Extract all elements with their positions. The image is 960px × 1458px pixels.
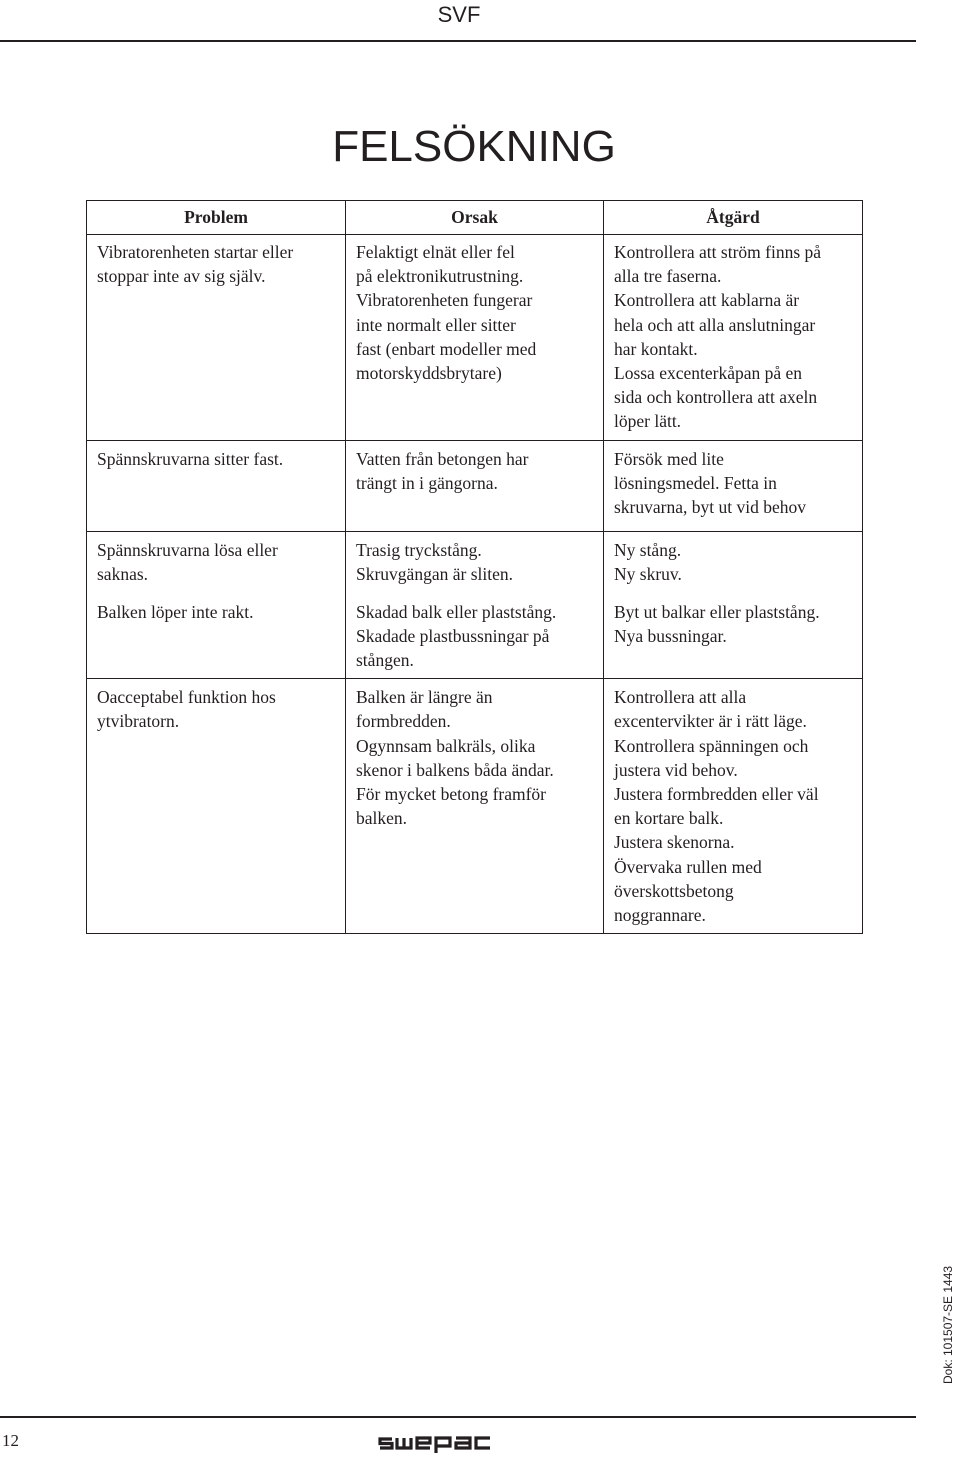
cause-text: Felaktigt elnät eller fel på elektronikutrustning. Vibratorenheten fungerar inte normalt eller sitter fast (enbart modeller med motorskyddsbrytare) (356, 242, 537, 384)
problem-cell (87, 235, 346, 441)
page-number: 12 (2, 1431, 19, 1450)
column-header-cause: Orsak (346, 201, 604, 235)
action-text: Försök med lite lösningsmedel. Fetta in skruvarna, byt ut vid behov (614, 448, 806, 518)
action-cell (604, 594, 863, 679)
problem-cell (87, 531, 346, 594)
table-row (87, 531, 863, 594)
action-cell (604, 679, 863, 934)
table-row (87, 440, 863, 531)
column-header-problem: Problem (87, 201, 346, 235)
cause-cell (346, 440, 604, 531)
document-id: Dok: 101507-SE 1443 (941, 1265, 955, 1384)
problem-text: Balken löper inte rakt. (97, 601, 254, 622)
header-brand (0, 2, 916, 28)
cause-text: Trasig tryckstång. Skruvgängan är sliten. (356, 539, 513, 584)
cause-text: Balken är längre än formbredden. Ogynnsam balkräls, olika skenor i balkens båda ändar. För mycket betong framför balken. (356, 687, 554, 829)
action-cell (604, 235, 863, 441)
header-divider (0, 40, 916, 42)
action-text: Byt ut balkar eller plaststång. Nya bussningar. (614, 601, 820, 646)
problem-text: Spännskruvarna sitter fast. (97, 448, 284, 469)
cause-text: Skadad balk eller plaststång. Skadade plastbussningar på stången. (356, 601, 557, 671)
problem-cell (87, 594, 346, 679)
cause-cell (346, 679, 604, 934)
problem-text: Spännskruvarna lösa eller saknas. (97, 539, 278, 584)
action-cell (604, 440, 863, 531)
action-text: Kontrollera att ström finns på alla tre faserna. Kontrollera att kablarna är hela och att alla anslutningar har kontakt. Lossa excenterkåpan på en sida och kontrollera att axeln löper lätt. (614, 242, 822, 432)
swepac-logo (378, 1432, 506, 1454)
problem-text: Vibratorenheten startar eller stoppar inte av sig själv. (97, 242, 294, 287)
action-text: Ny stång. Ny skruv. (614, 539, 682, 584)
problem-text: Oacceptabel funktion hos ytvibratorn. (97, 687, 276, 732)
cause-cell (346, 531, 604, 594)
cause-cell (346, 594, 604, 679)
page-title: FELSÖKNING (332, 122, 616, 171)
table-row (87, 235, 863, 441)
footer-divider (0, 1416, 916, 1418)
action-text: Kontrollera att alla excentervikter är i rätt läge. Kontrollera spänningen och justera vid behov. Justera formbredden eller väl en kortare balk. Justera skenorna. Övervaka rullen med överskottsbetong noggrannare. (614, 687, 819, 926)
cause-text: Vatten från betongen har trängt in i gängorna. (356, 448, 529, 493)
column-header-action: Åtgärd (604, 201, 863, 235)
header-brand-text: SVF (437, 2, 481, 27)
troubleshooting-table (86, 200, 863, 934)
problem-cell (87, 440, 346, 531)
problem-cell (87, 679, 346, 934)
table-row (87, 594, 863, 679)
cause-cell (346, 235, 604, 441)
table-row (87, 679, 863, 934)
action-cell (604, 531, 863, 594)
table-header-row (87, 201, 863, 235)
